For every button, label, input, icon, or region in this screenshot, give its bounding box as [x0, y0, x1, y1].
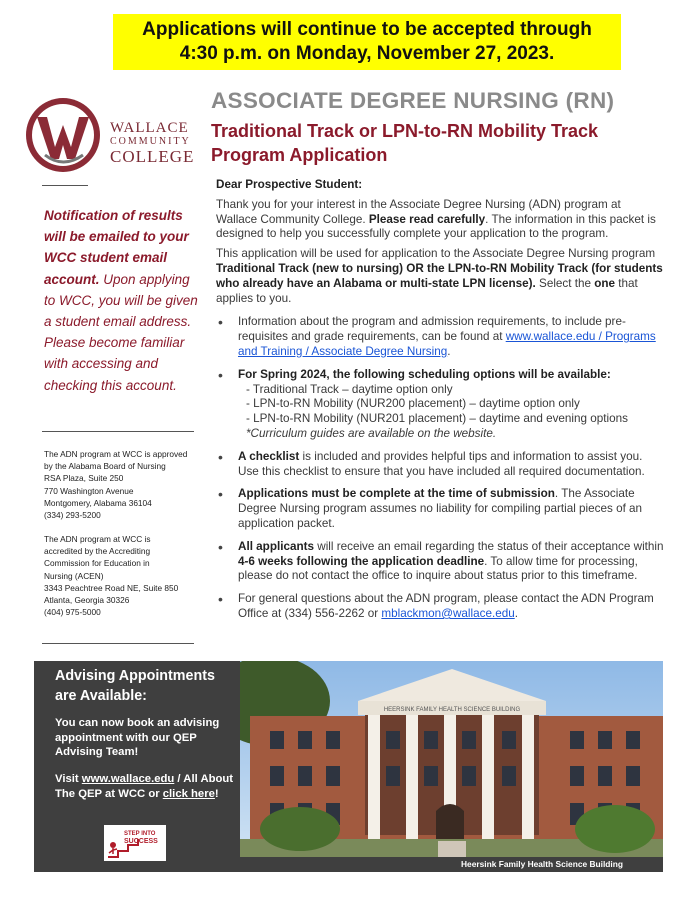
approval-info: The ADN program at WCC is approved by the Alabama Board of Nursing RSA Plaza, Suite 250 770 Washington Avenue Montgomery, Alabama 36104 (334) 293-5200 [44, 449, 188, 521]
deadline-line-1: Applications will continue to be accepted through [142, 19, 592, 40]
list-item: • For Spring 2024, the following scheduling options will be available: - Traditional Track – daytime option only - LPN-to-RN Mobility (NUR200 placement) – daytime option only - LPN-to-RN Mobility (NUR201 placement) – daytime and evening options *Curriculum guides are available on the website. [216, 368, 664, 442]
building-photo [240, 661, 663, 857]
building-sign: HEERSINK FAMILY HEALTH SCIENCE BUILDING [383, 707, 521, 713]
svg-text:STEP INTO: STEP INTO [124, 831, 156, 837]
letter-body [216, 178, 664, 630]
page-subtitle: Traditional Track or LPN-to-RN Mobility Track Program Application [211, 121, 599, 165]
deadline-line-2: 4:30 p.m. on Monday, November 27, 2023. [179, 43, 555, 64]
email-notice: Notification of results will be emailed to your WCC student email account. Upon applying to WCC, you will be given a student email address. Please become familiar with accessing and checking this account. [44, 208, 198, 393]
advising-heading: Advising Appointments are Available: [55, 668, 215, 704]
intro-paragraph: Thank you for your interest in the Associate Degree Nursing (ADN) program at Wallace Community College. Please read carefully. The information in this packet is designed to help you successfully complete your application to the program. [216, 197, 656, 241]
deadline-banner [113, 14, 621, 70]
click-here-link[interactable]: click here [162, 787, 215, 800]
svg-text:SUCCESS: SUCCESS [124, 838, 158, 845]
advising-text: Advising Appointments are Available: You can now book an advising appointment with our QEP Advising Team! Visit www.wallace.edu / All About The QEP at WCC or click here! [55, 668, 234, 800]
track-paragraph: This application will be used for application to the Associate Degree Nursing program Traditional Track (new to nursing) OR the LPN-to-RN Mobility Track (for students who already have an Alabama or multi-state LPN license). Select the one that applies to you. [216, 247, 663, 305]
page-title: ASSOCIATE DEGREE NURSING (RN) [211, 88, 615, 113]
divider [42, 431, 194, 432]
college-name: WALLACE COMMUNITY COLLEGE [110, 120, 195, 166]
list-item: • A checklist is included and provides helpful tips and information to assist you. Use this checklist to ensure that you have included all required documentation. [216, 450, 664, 480]
adn-program-link[interactable]: www.wallace.edu / Programs and Training / Associate Degree Nursing [238, 330, 656, 358]
list-item: • For general questions about the ADN program, please contact the ADN Program Office at (334) 556-2262 or mblackmon@wallace.edu. [216, 592, 664, 622]
photo-caption: Heersink Family Health Science Building [461, 859, 623, 869]
accreditation-info: The ADN program at WCC is accredited by the Accrediting Commission for Education in Nursing (ACEN) 3343 Peachtree Road NE, Suite 850 Atlanta, Georgia 30326 (404) 975-5000 [44, 534, 179, 618]
list-item: • Information about the program and admission requirements, to include pre-requisites and grade requirements, can be found at www.wallace.edu / Programs and Training / Associate Degree Nursing. [216, 315, 664, 359]
divider [42, 185, 88, 186]
greeting: Dear Prospective Student: [216, 178, 363, 191]
email-link[interactable]: mblackmon@wallace.edu [381, 606, 515, 620]
divider [42, 643, 194, 644]
list-item: • Applications must be complete at the time of submission. The Associate Degree Nursing program assumes no liability for compiling partial pieces of an application packet. [216, 487, 664, 531]
wallace-link[interactable]: www.wallace.edu [81, 773, 175, 786]
step-into-success-logo [104, 825, 166, 861]
list-item: • All applicants will receive an email regarding the status of their acceptance within 4-6 weeks following the application deadline. To allow time for processing, please do not contact the office to inquire about status prior to this timeframe. [216, 540, 664, 584]
info-list [216, 315, 664, 621]
